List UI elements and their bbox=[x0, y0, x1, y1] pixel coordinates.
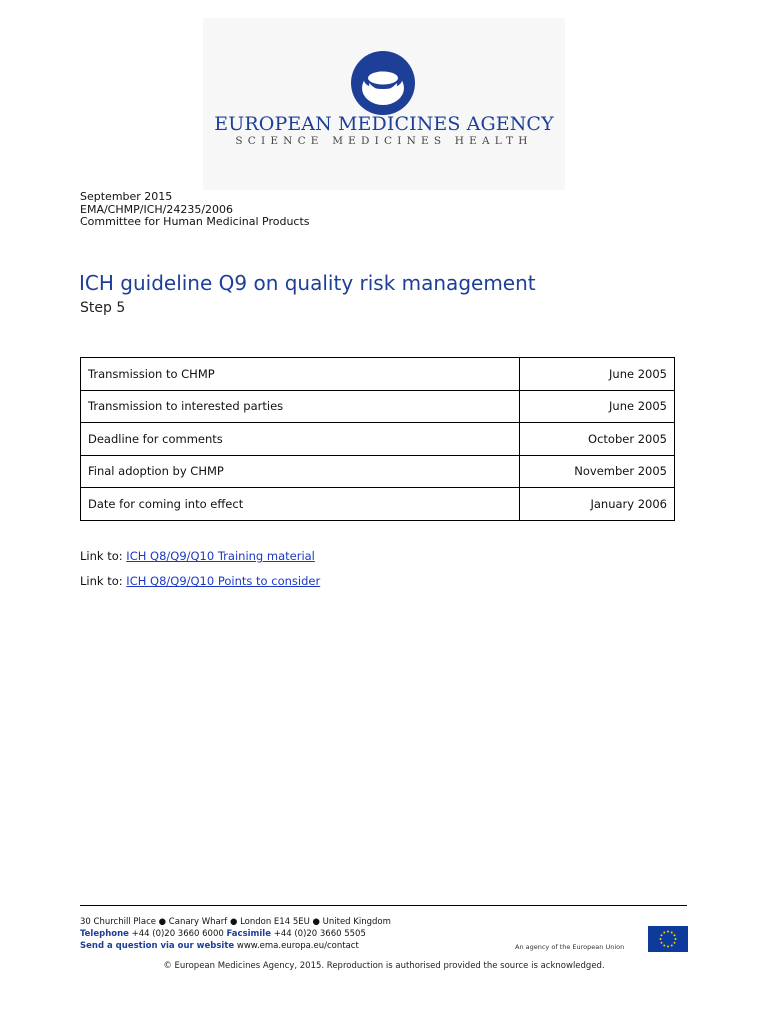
page-title: ICH guideline Q9 on quality risk management bbox=[79, 271, 536, 295]
link-prefix: Link to: bbox=[80, 574, 123, 588]
milestone-date: November 2005 bbox=[520, 455, 675, 488]
points-to-consider-link-line bbox=[80, 574, 320, 588]
milestones-table bbox=[80, 357, 675, 521]
milestone-date: October 2005 bbox=[520, 423, 675, 456]
footer-website-line bbox=[80, 940, 391, 952]
milestone-event: Transmission to interested parties bbox=[81, 390, 520, 423]
document-date: September 2015 bbox=[80, 190, 173, 203]
committee-name: Committee for Human Medicinal Products bbox=[80, 215, 310, 228]
ema-logo-icon bbox=[350, 50, 416, 116]
milestone-date: June 2005 bbox=[520, 358, 675, 391]
table-row bbox=[81, 488, 675, 521]
document-meta bbox=[80, 191, 310, 229]
telephone-label: Telephone bbox=[80, 929, 129, 939]
website-url: www.ema.europa.eu/contact bbox=[236, 941, 359, 951]
milestone-event: Final adoption by CHMP bbox=[81, 455, 520, 488]
footer-address: 30 Churchill Place ● Canary Wharf ● London E14 5EU ● United Kingdom bbox=[80, 917, 391, 927]
agency-name: EUROPEAN MEDICINES AGENCY bbox=[214, 113, 554, 135]
footer-divider bbox=[80, 905, 687, 906]
training-material-link-line bbox=[80, 549, 315, 563]
telephone-number: +44 (0)20 3660 6000 bbox=[131, 929, 224, 939]
facsimile-label: Facsimile bbox=[226, 929, 271, 939]
milestone-event: Transmission to CHMP bbox=[81, 358, 520, 391]
facsimile-number: +44 (0)20 3660 5505 bbox=[273, 929, 366, 939]
footer-contact bbox=[80, 916, 391, 952]
footer-phone-line bbox=[80, 928, 391, 940]
website-label: Send a question via our website bbox=[80, 941, 235, 951]
milestone-date: January 2006 bbox=[520, 488, 675, 521]
points-to-consider-link[interactable]: ICH Q8/Q9/Q10 Points to consider bbox=[126, 574, 321, 588]
table-row bbox=[81, 455, 675, 488]
training-material-link[interactable]: ICH Q8/Q9/Q10 Training material bbox=[126, 549, 315, 563]
link-prefix: Link to: bbox=[80, 549, 123, 563]
milestone-date: June 2005 bbox=[520, 390, 675, 423]
eu-flag-icon bbox=[648, 926, 688, 952]
document-reference: EMA/CHMP/ICH/24235/2006 bbox=[80, 202, 234, 216]
milestone-event: Deadline for comments bbox=[81, 423, 520, 456]
table-row bbox=[81, 358, 675, 391]
eu-agency-note: An agency of the European Union bbox=[515, 943, 625, 951]
table-row bbox=[81, 423, 675, 456]
copyright-notice: © European Medicines Agency, 2015. Reproduction is authorised provided the source is acknowledged. bbox=[163, 961, 605, 971]
milestone-event: Date for coming into effect bbox=[81, 488, 520, 521]
document-step: Step 5 bbox=[80, 300, 126, 316]
agency-tagline: SCIENCE MEDICINES HEALTH bbox=[235, 135, 533, 147]
table-row bbox=[81, 390, 675, 423]
